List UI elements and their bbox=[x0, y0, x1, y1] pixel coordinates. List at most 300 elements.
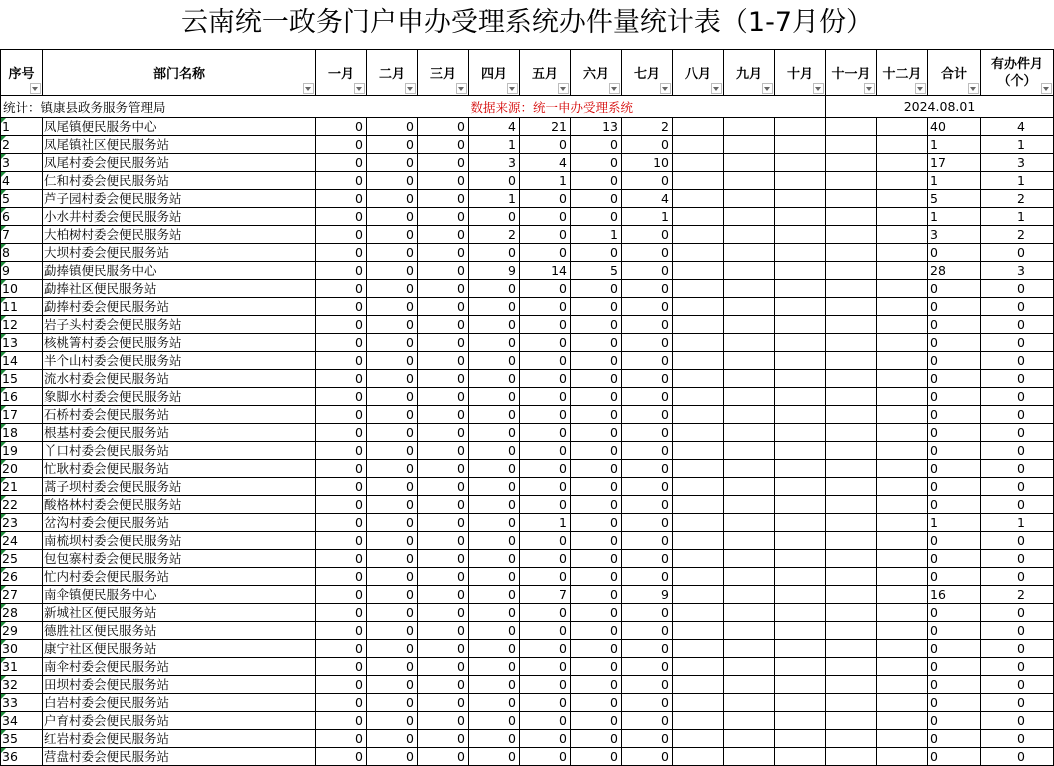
value-cell[interactable]: 0 bbox=[418, 154, 469, 172]
value-cell[interactable]: 0 bbox=[418, 514, 469, 532]
filter-dropdown-icon[interactable] bbox=[558, 83, 569, 94]
row-number-cell[interactable]: 31 bbox=[1, 658, 43, 676]
row-number-cell[interactable]: 8 bbox=[1, 244, 43, 262]
value-cell[interactable]: 0 bbox=[928, 748, 981, 766]
department-cell[interactable]: 流水村委会便民服务站 bbox=[43, 370, 316, 388]
value-cell[interactable]: 0 bbox=[367, 460, 418, 478]
value-cell[interactable]: 0 bbox=[316, 622, 367, 640]
value-cell[interactable]: 0 bbox=[316, 550, 367, 568]
value-cell[interactable]: 0 bbox=[571, 532, 622, 550]
value-cell[interactable]: 0 bbox=[622, 676, 673, 694]
value-cell[interactable] bbox=[724, 334, 775, 352]
value-cell[interactable]: 0 bbox=[622, 658, 673, 676]
value-cell[interactable]: 0 bbox=[571, 730, 622, 748]
value-cell[interactable] bbox=[775, 136, 826, 154]
value-cell[interactable] bbox=[775, 496, 826, 514]
filter-dropdown-icon[interactable] bbox=[456, 83, 467, 94]
column-header[interactable] bbox=[928, 50, 981, 96]
value-cell[interactable]: 4 bbox=[520, 154, 571, 172]
value-cell[interactable]: 0 bbox=[367, 208, 418, 226]
column-header[interactable] bbox=[367, 50, 418, 96]
value-cell[interactable]: 2 bbox=[981, 226, 1054, 244]
value-cell[interactable]: 0 bbox=[622, 370, 673, 388]
value-cell[interactable]: 3 bbox=[981, 154, 1054, 172]
value-cell[interactable]: 0 bbox=[928, 442, 981, 460]
value-cell[interactable] bbox=[826, 748, 877, 766]
value-cell[interactable] bbox=[826, 262, 877, 280]
row-number-cell[interactable]: 2 bbox=[1, 136, 43, 154]
value-cell[interactable]: 0 bbox=[316, 604, 367, 622]
value-cell[interactable] bbox=[775, 280, 826, 298]
value-cell[interactable]: 0 bbox=[622, 262, 673, 280]
department-cell[interactable]: 康宁社区便民服务站 bbox=[43, 640, 316, 658]
value-cell[interactable]: 5 bbox=[928, 190, 981, 208]
value-cell[interactable]: 0 bbox=[316, 244, 367, 262]
value-cell[interactable]: 0 bbox=[928, 316, 981, 334]
value-cell[interactable]: 0 bbox=[316, 532, 367, 550]
value-cell[interactable] bbox=[826, 208, 877, 226]
filter-dropdown-icon[interactable] bbox=[609, 83, 620, 94]
value-cell[interactable] bbox=[724, 244, 775, 262]
value-cell[interactable] bbox=[826, 514, 877, 532]
value-cell[interactable] bbox=[673, 622, 724, 640]
value-cell[interactable] bbox=[673, 136, 724, 154]
value-cell[interactable]: 0 bbox=[520, 316, 571, 334]
value-cell[interactable]: 0 bbox=[418, 496, 469, 514]
value-cell[interactable]: 0 bbox=[316, 568, 367, 586]
row-number-cell[interactable]: 22 bbox=[1, 496, 43, 514]
value-cell[interactable]: 0 bbox=[316, 586, 367, 604]
value-cell[interactable]: 28 bbox=[928, 262, 981, 280]
value-cell[interactable]: 2 bbox=[981, 586, 1054, 604]
filter-dropdown-icon[interactable] bbox=[660, 83, 671, 94]
value-cell[interactable]: 0 bbox=[469, 658, 520, 676]
value-cell[interactable]: 7 bbox=[520, 586, 571, 604]
value-cell[interactable]: 0 bbox=[981, 730, 1054, 748]
value-cell[interactable] bbox=[877, 136, 928, 154]
value-cell[interactable]: 0 bbox=[928, 478, 981, 496]
value-cell[interactable]: 0 bbox=[520, 478, 571, 496]
value-cell[interactable]: 0 bbox=[418, 298, 469, 316]
department-cell[interactable]: 凤尾村委会便民服务站 bbox=[43, 154, 316, 172]
value-cell[interactable]: 0 bbox=[316, 730, 367, 748]
value-cell[interactable]: 0 bbox=[622, 568, 673, 586]
value-cell[interactable]: 0 bbox=[622, 604, 673, 622]
value-cell[interactable]: 0 bbox=[520, 622, 571, 640]
value-cell[interactable] bbox=[826, 640, 877, 658]
value-cell[interactable]: 0 bbox=[622, 352, 673, 370]
value-cell[interactable] bbox=[775, 316, 826, 334]
department-cell[interactable]: 户育村委会便民服务站 bbox=[43, 712, 316, 730]
value-cell[interactable] bbox=[775, 352, 826, 370]
value-cell[interactable] bbox=[775, 604, 826, 622]
value-cell[interactable] bbox=[877, 316, 928, 334]
value-cell[interactable] bbox=[673, 460, 724, 478]
row-number-cell[interactable]: 1 bbox=[1, 118, 43, 136]
value-cell[interactable]: 0 bbox=[981, 280, 1054, 298]
value-cell[interactable]: 9 bbox=[622, 586, 673, 604]
value-cell[interactable]: 0 bbox=[316, 370, 367, 388]
value-cell[interactable]: 0 bbox=[418, 712, 469, 730]
row-number-cell[interactable]: 33 bbox=[1, 694, 43, 712]
column-header[interactable] bbox=[775, 50, 826, 96]
column-header[interactable] bbox=[724, 50, 775, 96]
value-cell[interactable]: 2 bbox=[622, 118, 673, 136]
stat-by-label[interactable]: 统计：镇康县政务服务管理局 bbox=[1, 96, 469, 118]
department-cell[interactable]: 南伞村委会便民服务站 bbox=[43, 658, 316, 676]
value-cell[interactable]: 0 bbox=[367, 568, 418, 586]
department-cell[interactable]: 半个山村委会便民服务站 bbox=[43, 352, 316, 370]
value-cell[interactable] bbox=[673, 352, 724, 370]
value-cell[interactable]: 0 bbox=[571, 568, 622, 586]
value-cell[interactable] bbox=[724, 460, 775, 478]
value-cell[interactable]: 0 bbox=[622, 712, 673, 730]
value-cell[interactable]: 0 bbox=[981, 388, 1054, 406]
value-cell[interactable]: 0 bbox=[928, 460, 981, 478]
value-cell[interactable]: 0 bbox=[520, 208, 571, 226]
value-cell[interactable]: 0 bbox=[367, 622, 418, 640]
value-cell[interactable]: 0 bbox=[367, 550, 418, 568]
value-cell[interactable]: 0 bbox=[316, 352, 367, 370]
value-cell[interactable] bbox=[826, 352, 877, 370]
value-cell[interactable]: 0 bbox=[418, 172, 469, 190]
value-cell[interactable]: 0 bbox=[571, 424, 622, 442]
value-cell[interactable]: 0 bbox=[571, 748, 622, 766]
value-cell[interactable]: 0 bbox=[571, 514, 622, 532]
value-cell[interactable]: 0 bbox=[928, 334, 981, 352]
value-cell[interactable]: 0 bbox=[367, 748, 418, 766]
value-cell[interactable]: 0 bbox=[469, 640, 520, 658]
row-number-cell[interactable]: 13 bbox=[1, 334, 43, 352]
value-cell[interactable]: 0 bbox=[622, 226, 673, 244]
value-cell[interactable]: 0 bbox=[316, 226, 367, 244]
value-cell[interactable]: 1 bbox=[928, 514, 981, 532]
value-cell[interactable]: 0 bbox=[520, 748, 571, 766]
data-source-label[interactable]: 数据来源：统一申办受理系统 bbox=[469, 96, 826, 118]
value-cell[interactable]: 0 bbox=[622, 244, 673, 262]
value-cell[interactable] bbox=[673, 208, 724, 226]
value-cell[interactable] bbox=[877, 514, 928, 532]
value-cell[interactable] bbox=[877, 550, 928, 568]
value-cell[interactable]: 9 bbox=[469, 262, 520, 280]
value-cell[interactable] bbox=[826, 244, 877, 262]
filter-dropdown-icon[interactable] bbox=[30, 83, 41, 94]
value-cell[interactable] bbox=[826, 478, 877, 496]
value-cell[interactable] bbox=[826, 298, 877, 316]
value-cell[interactable]: 0 bbox=[469, 370, 520, 388]
value-cell[interactable]: 0 bbox=[418, 568, 469, 586]
department-cell[interactable]: 南伞镇便民服务中心 bbox=[43, 586, 316, 604]
value-cell[interactable] bbox=[775, 640, 826, 658]
value-cell[interactable]: 0 bbox=[928, 568, 981, 586]
value-cell[interactable] bbox=[877, 244, 928, 262]
value-cell[interactable]: 0 bbox=[928, 532, 981, 550]
value-cell[interactable]: 0 bbox=[622, 694, 673, 712]
value-cell[interactable]: 0 bbox=[928, 406, 981, 424]
value-cell[interactable]: 0 bbox=[622, 532, 673, 550]
value-cell[interactable]: 0 bbox=[520, 730, 571, 748]
value-cell[interactable] bbox=[724, 442, 775, 460]
value-cell[interactable] bbox=[775, 586, 826, 604]
value-cell[interactable] bbox=[673, 604, 724, 622]
value-cell[interactable]: 0 bbox=[520, 694, 571, 712]
value-cell[interactable]: 0 bbox=[571, 712, 622, 730]
value-cell[interactable] bbox=[826, 496, 877, 514]
value-cell[interactable]: 0 bbox=[520, 190, 571, 208]
value-cell[interactable]: 0 bbox=[928, 658, 981, 676]
value-cell[interactable]: 0 bbox=[981, 244, 1054, 262]
department-cell[interactable]: 象脚水村委会便民服务站 bbox=[43, 388, 316, 406]
department-cell[interactable]: 根基村委会便民服务站 bbox=[43, 424, 316, 442]
value-cell[interactable] bbox=[877, 532, 928, 550]
column-header[interactable] bbox=[826, 50, 877, 96]
value-cell[interactable] bbox=[775, 172, 826, 190]
value-cell[interactable] bbox=[724, 262, 775, 280]
value-cell[interactable]: 0 bbox=[520, 136, 571, 154]
value-cell[interactable]: 0 bbox=[418, 442, 469, 460]
value-cell[interactable] bbox=[724, 118, 775, 136]
value-cell[interactable]: 0 bbox=[367, 298, 418, 316]
value-cell[interactable]: 1 bbox=[981, 136, 1054, 154]
value-cell[interactable]: 0 bbox=[367, 334, 418, 352]
value-cell[interactable]: 10 bbox=[622, 154, 673, 172]
value-cell[interactable]: 0 bbox=[981, 352, 1054, 370]
value-cell[interactable] bbox=[673, 712, 724, 730]
value-cell[interactable]: 0 bbox=[571, 388, 622, 406]
value-cell[interactable] bbox=[724, 676, 775, 694]
value-cell[interactable] bbox=[877, 406, 928, 424]
value-cell[interactable]: 0 bbox=[418, 244, 469, 262]
value-cell[interactable] bbox=[673, 244, 724, 262]
value-cell[interactable]: 1 bbox=[622, 208, 673, 226]
row-number-cell[interactable]: 30 bbox=[1, 640, 43, 658]
value-cell[interactable]: 0 bbox=[316, 658, 367, 676]
department-cell[interactable]: 包包寨村委会便民服务站 bbox=[43, 550, 316, 568]
value-cell[interactable]: 0 bbox=[928, 730, 981, 748]
value-cell[interactable]: 0 bbox=[418, 388, 469, 406]
value-cell[interactable]: 0 bbox=[418, 370, 469, 388]
value-cell[interactable] bbox=[826, 604, 877, 622]
row-number-cell[interactable]: 11 bbox=[1, 298, 43, 316]
value-cell[interactable]: 0 bbox=[367, 640, 418, 658]
value-cell[interactable]: 0 bbox=[928, 280, 981, 298]
value-cell[interactable]: 1 bbox=[981, 208, 1054, 226]
value-cell[interactable]: 0 bbox=[981, 676, 1054, 694]
value-cell[interactable] bbox=[775, 370, 826, 388]
row-number-cell[interactable]: 18 bbox=[1, 424, 43, 442]
value-cell[interactable]: 0 bbox=[469, 406, 520, 424]
department-cell[interactable]: 石桥村委会便民服务站 bbox=[43, 406, 316, 424]
value-cell[interactable] bbox=[877, 478, 928, 496]
value-cell[interactable]: 0 bbox=[520, 712, 571, 730]
department-cell[interactable]: 小水井村委会便民服务站 bbox=[43, 208, 316, 226]
value-cell[interactable] bbox=[877, 730, 928, 748]
value-cell[interactable] bbox=[877, 622, 928, 640]
value-cell[interactable] bbox=[673, 298, 724, 316]
value-cell[interactable]: 3 bbox=[469, 154, 520, 172]
value-cell[interactable]: 0 bbox=[367, 658, 418, 676]
value-cell[interactable] bbox=[724, 514, 775, 532]
department-cell[interactable]: 勐捧村委会便民服务站 bbox=[43, 298, 316, 316]
value-cell[interactable]: 0 bbox=[622, 640, 673, 658]
value-cell[interactable]: 0 bbox=[316, 190, 367, 208]
value-cell[interactable] bbox=[826, 568, 877, 586]
value-cell[interactable] bbox=[724, 280, 775, 298]
value-cell[interactable]: 0 bbox=[316, 388, 367, 406]
value-cell[interactable]: 0 bbox=[981, 334, 1054, 352]
value-cell[interactable] bbox=[673, 280, 724, 298]
value-cell[interactable]: 0 bbox=[571, 190, 622, 208]
value-cell[interactable] bbox=[826, 460, 877, 478]
department-cell[interactable]: 田坝村委会便民服务站 bbox=[43, 676, 316, 694]
value-cell[interactable] bbox=[775, 334, 826, 352]
report-date[interactable]: 2024.08.01 bbox=[826, 96, 1054, 118]
value-cell[interactable]: 0 bbox=[418, 640, 469, 658]
column-header[interactable] bbox=[673, 50, 724, 96]
value-cell[interactable] bbox=[673, 640, 724, 658]
value-cell[interactable]: 0 bbox=[928, 424, 981, 442]
value-cell[interactable]: 2 bbox=[981, 190, 1054, 208]
value-cell[interactable] bbox=[673, 586, 724, 604]
value-cell[interactable]: 0 bbox=[367, 280, 418, 298]
value-cell[interactable]: 0 bbox=[418, 262, 469, 280]
department-cell[interactable]: 德胜社区便民服务站 bbox=[43, 622, 316, 640]
value-cell[interactable]: 0 bbox=[520, 244, 571, 262]
value-cell[interactable]: 0 bbox=[316, 298, 367, 316]
value-cell[interactable]: 0 bbox=[469, 622, 520, 640]
value-cell[interactable]: 0 bbox=[469, 172, 520, 190]
value-cell[interactable]: 0 bbox=[571, 586, 622, 604]
value-cell[interactable] bbox=[877, 460, 928, 478]
value-cell[interactable]: 0 bbox=[520, 568, 571, 586]
value-cell[interactable]: 1 bbox=[928, 172, 981, 190]
value-cell[interactable]: 0 bbox=[928, 712, 981, 730]
value-cell[interactable]: 0 bbox=[981, 424, 1054, 442]
value-cell[interactable] bbox=[877, 676, 928, 694]
value-cell[interactable]: 0 bbox=[520, 604, 571, 622]
value-cell[interactable]: 0 bbox=[520, 280, 571, 298]
value-cell[interactable]: 0 bbox=[928, 550, 981, 568]
value-cell[interactable] bbox=[826, 118, 877, 136]
value-cell[interactable]: 0 bbox=[622, 496, 673, 514]
value-cell[interactable] bbox=[724, 352, 775, 370]
column-header[interactable] bbox=[43, 50, 316, 96]
value-cell[interactable]: 0 bbox=[928, 640, 981, 658]
department-cell[interactable]: 大柏树村委会便民服务站 bbox=[43, 226, 316, 244]
value-cell[interactable] bbox=[673, 730, 724, 748]
department-cell[interactable]: 凤尾镇社区便民服务站 bbox=[43, 136, 316, 154]
value-cell[interactable]: 0 bbox=[418, 136, 469, 154]
value-cell[interactable] bbox=[826, 658, 877, 676]
value-cell[interactable]: 0 bbox=[622, 316, 673, 334]
value-cell[interactable] bbox=[826, 172, 877, 190]
value-cell[interactable] bbox=[775, 622, 826, 640]
value-cell[interactable]: 0 bbox=[367, 190, 418, 208]
value-cell[interactable]: 1 bbox=[928, 136, 981, 154]
value-cell[interactable] bbox=[775, 190, 826, 208]
value-cell[interactable]: 0 bbox=[469, 550, 520, 568]
value-cell[interactable]: 0 bbox=[418, 208, 469, 226]
filter-dropdown-icon[interactable] bbox=[711, 83, 722, 94]
value-cell[interactable]: 13 bbox=[571, 118, 622, 136]
value-cell[interactable] bbox=[877, 334, 928, 352]
value-cell[interactable]: 0 bbox=[316, 478, 367, 496]
department-cell[interactable]: 仁和村委会便民服务站 bbox=[43, 172, 316, 190]
value-cell[interactable]: 0 bbox=[928, 298, 981, 316]
value-cell[interactable]: 0 bbox=[469, 352, 520, 370]
value-cell[interactable] bbox=[673, 316, 724, 334]
value-cell[interactable]: 0 bbox=[469, 478, 520, 496]
value-cell[interactable]: 0 bbox=[571, 244, 622, 262]
row-number-cell[interactable]: 34 bbox=[1, 712, 43, 730]
value-cell[interactable] bbox=[673, 442, 724, 460]
value-cell[interactable]: 0 bbox=[981, 406, 1054, 424]
value-cell[interactable]: 4 bbox=[622, 190, 673, 208]
value-cell[interactable]: 0 bbox=[571, 550, 622, 568]
value-cell[interactable]: 0 bbox=[520, 424, 571, 442]
value-cell[interactable]: 0 bbox=[520, 334, 571, 352]
value-cell[interactable]: 0 bbox=[571, 280, 622, 298]
value-cell[interactable]: 0 bbox=[469, 388, 520, 406]
value-cell[interactable]: 0 bbox=[367, 424, 418, 442]
value-cell[interactable]: 1 bbox=[981, 514, 1054, 532]
value-cell[interactable]: 0 bbox=[469, 496, 520, 514]
value-cell[interactable]: 0 bbox=[981, 496, 1054, 514]
value-cell[interactable] bbox=[826, 388, 877, 406]
value-cell[interactable]: 0 bbox=[316, 118, 367, 136]
value-cell[interactable]: 0 bbox=[469, 532, 520, 550]
value-cell[interactable] bbox=[826, 550, 877, 568]
value-cell[interactable] bbox=[724, 136, 775, 154]
department-cell[interactable]: 红岩村委会便民服务站 bbox=[43, 730, 316, 748]
value-cell[interactable]: 0 bbox=[418, 730, 469, 748]
value-cell[interactable]: 0 bbox=[469, 280, 520, 298]
value-cell[interactable]: 0 bbox=[520, 658, 571, 676]
value-cell[interactable] bbox=[673, 370, 724, 388]
value-cell[interactable]: 0 bbox=[418, 748, 469, 766]
value-cell[interactable]: 0 bbox=[981, 298, 1054, 316]
value-cell[interactable]: 0 bbox=[622, 334, 673, 352]
value-cell[interactable]: 0 bbox=[622, 172, 673, 190]
value-cell[interactable] bbox=[775, 712, 826, 730]
value-cell[interactable]: 0 bbox=[316, 334, 367, 352]
filter-dropdown-icon[interactable] bbox=[813, 83, 824, 94]
value-cell[interactable]: 0 bbox=[367, 694, 418, 712]
filter-dropdown-icon[interactable] bbox=[968, 83, 979, 94]
row-number-cell[interactable]: 4 bbox=[1, 172, 43, 190]
department-cell[interactable]: 芦子园村委会便民服务站 bbox=[43, 190, 316, 208]
value-cell[interactable]: 0 bbox=[316, 676, 367, 694]
value-cell[interactable]: 0 bbox=[316, 154, 367, 172]
value-cell[interactable] bbox=[877, 262, 928, 280]
value-cell[interactable]: 0 bbox=[981, 748, 1054, 766]
value-cell[interactable] bbox=[877, 280, 928, 298]
value-cell[interactable]: 0 bbox=[418, 460, 469, 478]
value-cell[interactable]: 0 bbox=[520, 460, 571, 478]
value-cell[interactable] bbox=[775, 262, 826, 280]
value-cell[interactable] bbox=[724, 154, 775, 172]
filter-dropdown-icon[interactable] bbox=[354, 83, 365, 94]
value-cell[interactable] bbox=[775, 568, 826, 586]
department-cell[interactable]: 大坝村委会便民服务站 bbox=[43, 244, 316, 262]
value-cell[interactable] bbox=[724, 406, 775, 424]
value-cell[interactable]: 0 bbox=[316, 424, 367, 442]
value-cell[interactable] bbox=[775, 676, 826, 694]
value-cell[interactable]: 0 bbox=[622, 460, 673, 478]
value-cell[interactable] bbox=[877, 640, 928, 658]
value-cell[interactable]: 0 bbox=[622, 424, 673, 442]
value-cell[interactable] bbox=[775, 208, 826, 226]
